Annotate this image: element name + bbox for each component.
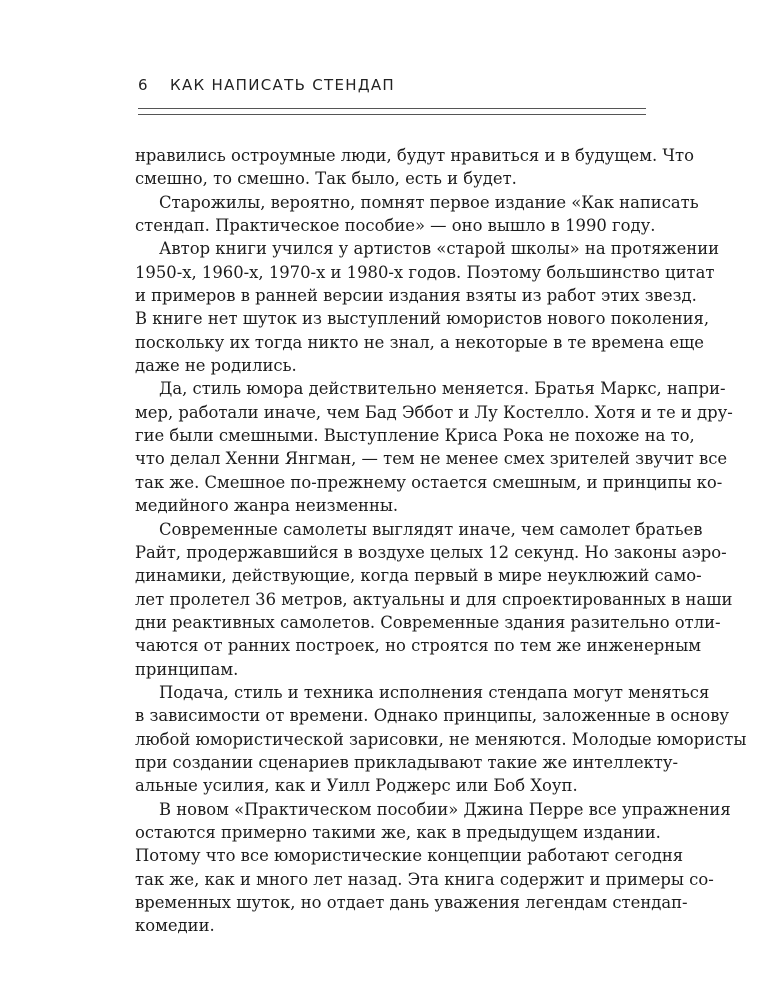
text-line: в зависимости от времени. Однако принципы, заложенные в основу <box>135 706 730 726</box>
text-line: динамики, действующие, когда первый в мире неуклюжий само- <box>135 566 702 586</box>
header-rule-top <box>138 108 646 109</box>
text-line: мер, работали иначе, чем Бад Эббот и Лу Костелло. Хотя и те и дру- <box>135 402 733 422</box>
text-line: гие были смешными. Выступление Криса Рока не похоже на то, <box>135 426 695 446</box>
running-head <box>138 76 648 98</box>
page-number: 6 <box>138 76 149 94</box>
text-line: остаются примерно такими же, как в предыдущем издании. <box>135 822 661 842</box>
body-text <box>135 144 747 938</box>
text-line: так же, как и много лет назад. Эта книга содержит и примеры со- <box>135 869 714 889</box>
text-line: медийного жанра неизменны. <box>135 496 399 516</box>
text-line: при создании сценариев прикладывают такие же интеллекту- <box>135 752 679 772</box>
text-line: 1950-х, 1960-х, 1970-х и 1980-х годов. Поэтому большинство цитат <box>135 262 715 282</box>
text-line: принципам. <box>135 659 239 679</box>
text-line: Потому что все юмористические концепции работают сегодня <box>135 846 684 866</box>
text-line: дни реактивных самолетов. Современные здания разительно отли- <box>135 612 721 632</box>
text-line: В новом «Практическом пособии» Джина Перре все упражнения <box>159 799 731 819</box>
text-line: Старожилы, вероятно, помнят первое издание «Как написать <box>159 192 699 212</box>
text-line: любой юмористической зарисовки, не меняются. Молодые юмористы <box>135 729 747 749</box>
text-line: В книге нет шуток из выступлений юмористов нового поколения, <box>135 309 710 329</box>
text-line: комедии. <box>135 916 215 936</box>
text-line: поскольку их тогда никто не знал, а некоторые в те времена еще <box>135 332 704 352</box>
text-line: так же. Смешное по-прежнему остается смешным, и принципы ко- <box>135 472 723 492</box>
text-line: альные усилия, как и Уилл Роджерс или Боб Хоуп. <box>135 776 578 796</box>
text-line: Автор книги учился у артистов «старой школы» на протяжении <box>159 239 720 259</box>
header-rule-bottom <box>138 114 646 115</box>
running-title: КАК НАПИСАТЬ СТЕНДАП <box>170 76 395 94</box>
text-line: Райт, продержавшийся в воздухе целых 12 секунд. Но законы аэро- <box>135 542 727 562</box>
text-line: временных шуток, но отдает дань уважения легендам стендап- <box>135 893 688 912</box>
text-line: и примеров в ранней версии издания взяты из работ этих звезд. <box>135 286 697 306</box>
text-line: что делал Хенни Янгман, — тем не менее смех зрителей звучит все <box>135 449 728 469</box>
text-line: смешно, то смешно. Так было, есть и будет. <box>135 169 517 189</box>
text-line: Да, стиль юмора действительно меняется. Братья Маркс, напри- <box>159 379 726 399</box>
text-line: нравились остроумные люди, будут нравиться и в будущем. Что <box>135 146 694 165</box>
text-line: Подача, стиль и техника исполнения стендапа могут меняться <box>159 682 710 702</box>
text-line: лет пролетел 36 метров, актуальны и для спроектированных в наши <box>135 589 733 609</box>
text-line: чаются от ранних построек, но строятся по тем же инженерным <box>135 636 702 656</box>
text-line: стендап. Практическое пособие» — оно вышло в 1990 году. <box>135 216 656 236</box>
text-line: Современные самолеты выглядят иначе, чем самолет братьев <box>159 519 703 539</box>
text-line: даже не родились. <box>135 356 297 376</box>
